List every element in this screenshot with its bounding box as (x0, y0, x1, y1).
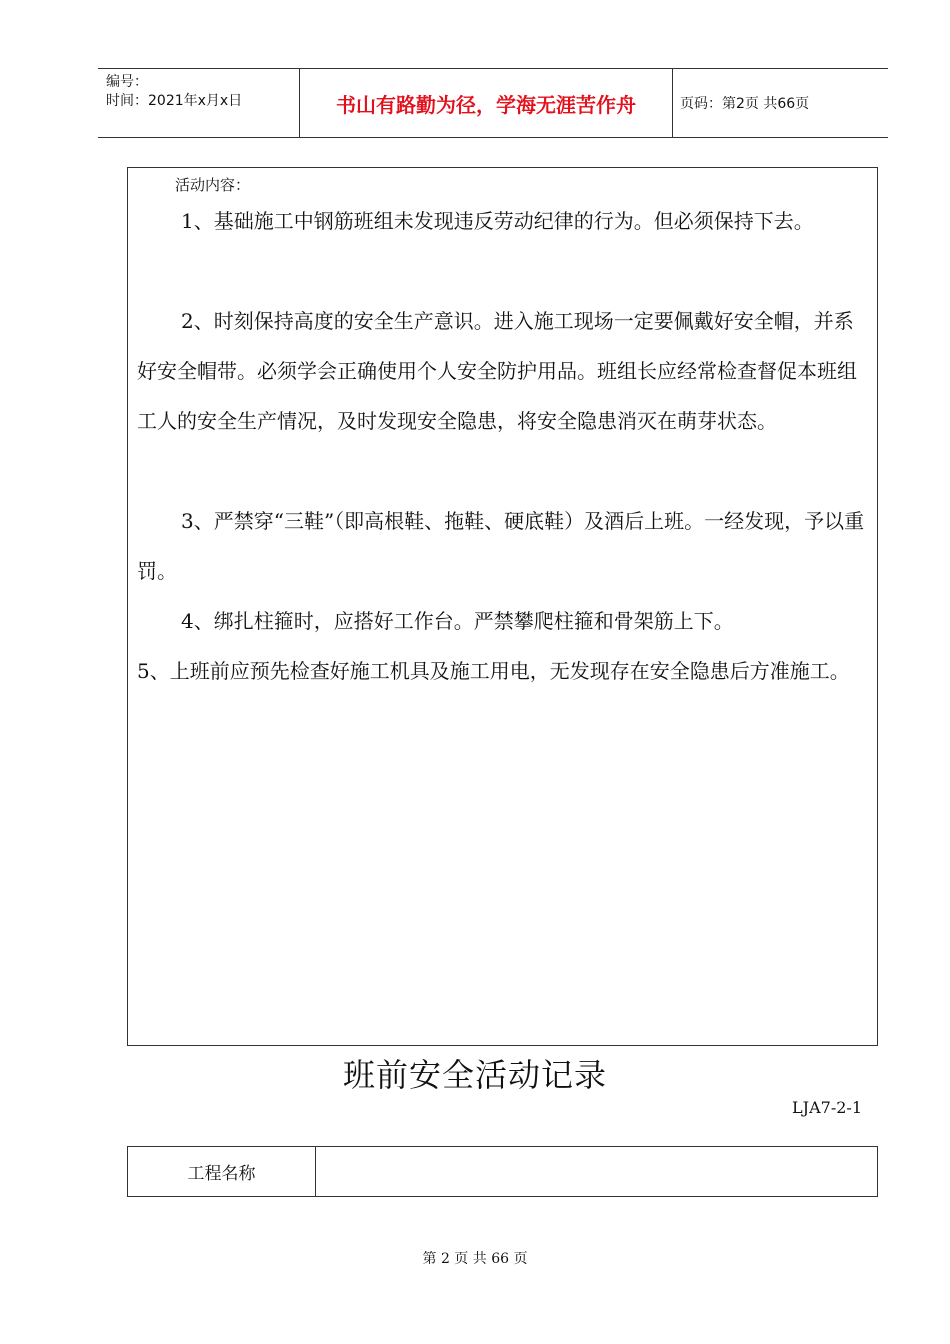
page-header (98, 68, 888, 138)
header-page-info: 页码：第2页 共66页 (680, 96, 810, 112)
project-name-row (127, 1146, 878, 1197)
activity-item-4: 4、绑扎柱箍时，应搭好工作台。严禁攀爬柱箍和骨架筋上下。 (181, 609, 734, 633)
project-name-label: 工程名称 (128, 1147, 316, 1196)
activity-item-1: 1、基础施工中钢筋班组未发现违反劳动纪律的行为。但必须保持下去。 (181, 209, 814, 233)
header-meta (106, 73, 298, 111)
header-motto: 书山有路勤为径，学海无涯苦作舟 (336, 92, 636, 117)
activity-item-5: 5、上班前应预先检查好施工机具及施工用电，无发现存在安全隐患后方准施工。 (137, 659, 850, 683)
serial-number-label: 编号： (106, 74, 148, 90)
header-divider (672, 69, 673, 137)
time-label: 时间：2021年x月x日 (106, 93, 243, 109)
project-name-field[interactable] (316, 1147, 877, 1196)
activity-item-3: 3、严禁穿“三鞋”（即高根鞋、拖鞋、硬底鞋）及酒后上班。一经发现，予以重罚。 (137, 509, 865, 583)
activity-content-label: 活动内容： (175, 176, 251, 194)
activity-item-2: 2、时刻保持高度的安全生产意识。进入施工现场一定要佩戴好安全帽，并系好安全帽带。必须学会正确使用个人安全防护用品。班组长应经常检查督促本班组工人的安全生产情况，及时发现安全隐患，将安全隐患消灭在萌芽状态。 (137, 309, 857, 433)
page-footer: 第 2 页 共 66 页 (422, 1251, 528, 1267)
activity-content-box (127, 167, 878, 1046)
document-code: LJA7-2-1 (792, 1098, 862, 1117)
document-title: 班前安全活动记录 (342, 1056, 607, 1094)
